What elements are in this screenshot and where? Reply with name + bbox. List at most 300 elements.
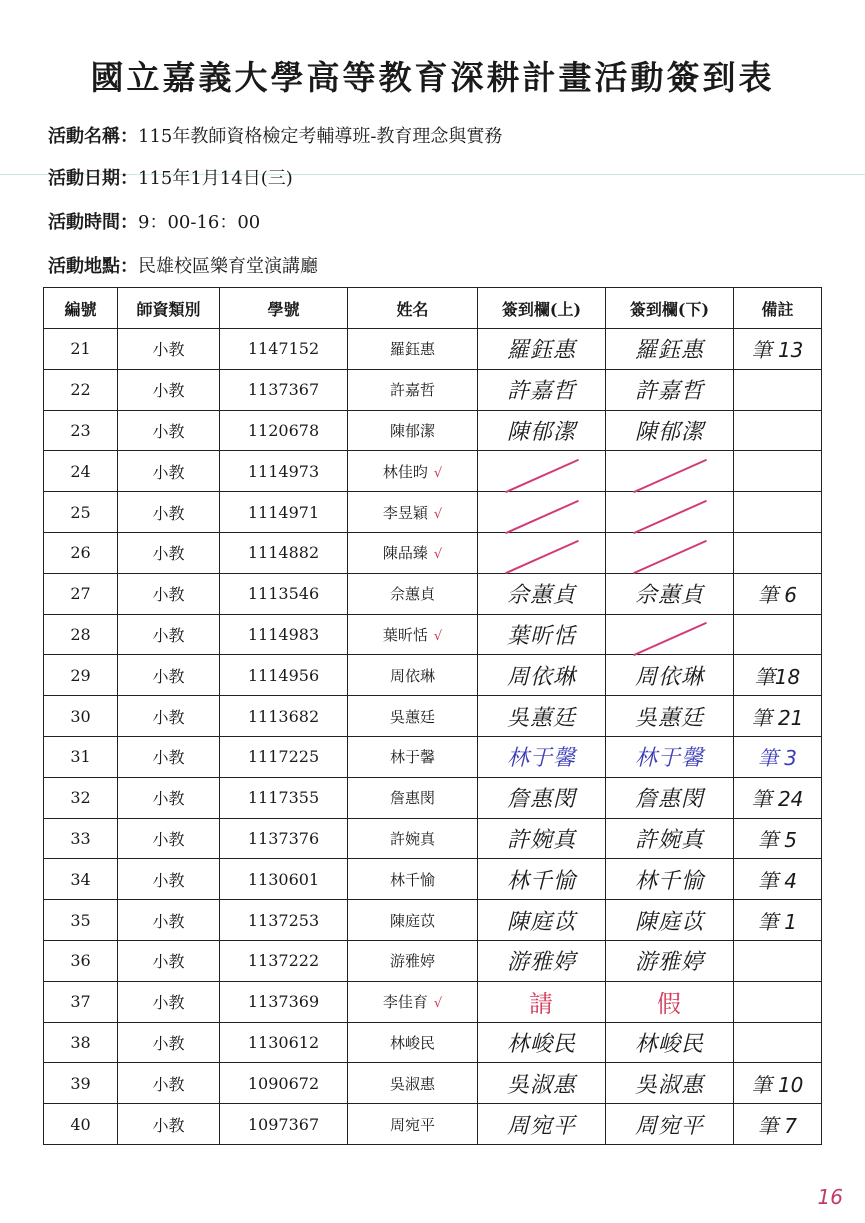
- cell-student-id-text: 1120678: [247, 420, 320, 440]
- cell-student-id-text: 1137367: [247, 380, 320, 400]
- activity-time-line: [48, 208, 260, 234]
- cell-sign-am: [478, 736, 606, 777]
- cell-name: [348, 818, 478, 859]
- handwritten-signature: 詹惠閔: [634, 787, 704, 813]
- cell-student-id-text: 1090672: [247, 1073, 320, 1093]
- cell-student-id: [220, 1063, 348, 1104]
- cell-student-id-text: 1147152: [247, 339, 320, 359]
- cell-category-text: 小教: [152, 462, 185, 482]
- cell-student-id-text: 1137376: [247, 828, 320, 848]
- cell-sign-am: [478, 369, 606, 410]
- handwritten-signature: 佘蕙貞: [506, 583, 576, 609]
- cell-name-text: 林千愉: [389, 870, 435, 889]
- cell-student-id: [220, 614, 348, 655]
- activity-time-label: 活動時間：: [48, 212, 138, 233]
- cell-sign-pm: [606, 940, 734, 981]
- cell-number-text: 27: [70, 584, 91, 604]
- cell-name: [348, 532, 478, 573]
- table-row: [44, 818, 822, 859]
- cell-name: [348, 777, 478, 818]
- cell-number-text: 26: [70, 543, 91, 563]
- cell-name-text: 許嘉哲: [389, 381, 435, 400]
- cell-sign-am: [478, 614, 606, 655]
- cell-category-text: 小教: [152, 870, 185, 890]
- cell-student-id-text: 1114956: [247, 665, 320, 685]
- cell-student-id: [220, 777, 348, 818]
- page-number: 16: [817, 1185, 843, 1209]
- sign-in-table: [43, 287, 822, 1145]
- cell-name-text: 詹惠閔: [389, 789, 435, 808]
- cell-category-text: 小教: [152, 666, 185, 686]
- handwritten-signature: 葉昕恬: [506, 623, 576, 649]
- activity-venue-label: 活動地點：: [48, 256, 138, 277]
- handwritten-signature: 周依琳: [634, 664, 704, 690]
- cell-number-text: 33: [70, 828, 91, 848]
- activity-name-value: 115年教師資格檢定考輔導班-教育理念與實務: [138, 126, 503, 147]
- check-mark: √: [433, 547, 443, 563]
- cell-sign-pm: [606, 369, 734, 410]
- cell-category: [118, 655, 220, 696]
- cell-sign-am: [478, 940, 606, 981]
- cell-sign-pm: [606, 818, 734, 859]
- handwritten-signature: 林峻民: [634, 1031, 704, 1057]
- cell-name: [348, 329, 478, 370]
- cell-sign-am: [478, 1022, 606, 1063]
- handwritten-signature: 許嘉哲: [634, 379, 704, 405]
- activity-date-value: 115年1月14日(三): [138, 168, 293, 189]
- cell-number: [44, 451, 118, 492]
- cell-sign-pm: [606, 777, 734, 818]
- cell-student-id: [220, 981, 348, 1022]
- header-category: 師資類別: [118, 288, 220, 329]
- cell-sign-am: [478, 818, 606, 859]
- cell-sign-am: [478, 900, 606, 941]
- table-row: [44, 696, 822, 737]
- absence-slash-mark: [505, 459, 579, 493]
- cell-student-id: [220, 573, 348, 614]
- cell-number: [44, 940, 118, 981]
- remark-note: 筆 6: [757, 583, 798, 608]
- cell-name-text: 陳品臻: [382, 544, 428, 563]
- cell-remarks: [734, 410, 822, 451]
- cell-sign-pm: [606, 329, 734, 370]
- cell-name: [348, 492, 478, 533]
- cell-student-id: [220, 329, 348, 370]
- cell-category: [118, 410, 220, 451]
- cell-name: [348, 1063, 478, 1104]
- table-row: [44, 1063, 822, 1104]
- cell-student-id: [220, 736, 348, 777]
- table-row: [44, 736, 822, 777]
- cell-name: [348, 614, 478, 655]
- cell-student-id-text: 1137253: [247, 910, 320, 930]
- cell-number: [44, 696, 118, 737]
- cell-name-text: 葉昕恬: [382, 625, 428, 644]
- cell-student-id: [220, 410, 348, 451]
- cell-name-text: 李昱穎: [382, 503, 428, 522]
- cell-number-text: 30: [70, 706, 91, 726]
- cell-category: [118, 900, 220, 941]
- remark-note: 筆18: [754, 664, 801, 689]
- cell-student-id-text: 1113682: [247, 706, 320, 726]
- cell-number: [44, 859, 118, 900]
- header-remarks: 備註: [734, 288, 822, 329]
- cell-number: [44, 532, 118, 573]
- cell-student-id: [220, 492, 348, 533]
- table-row: [44, 451, 822, 492]
- activity-venue-value: 民雄校區樂育堂演講廳: [138, 256, 318, 277]
- table-row: [44, 1022, 822, 1063]
- cell-student-id: [220, 1022, 348, 1063]
- remark-note: 筆 5: [757, 827, 798, 852]
- handwritten-signature: 羅鈺惠: [506, 338, 576, 364]
- cell-student-id-text: 1097367: [247, 1114, 320, 1134]
- cell-sign-am: [478, 981, 606, 1022]
- cell-category: [118, 818, 220, 859]
- cell-remarks: [734, 981, 822, 1022]
- cell-category: [118, 940, 220, 981]
- cell-sign-am: [478, 696, 606, 737]
- cell-sign-pm: [606, 492, 734, 533]
- cell-sign-pm: [606, 696, 734, 737]
- cell-number: [44, 1022, 118, 1063]
- handwritten-signature: 周依琳: [506, 664, 576, 690]
- cell-category: [118, 492, 220, 533]
- cell-student-id: [220, 655, 348, 696]
- table-row: [44, 1104, 822, 1145]
- cell-number: [44, 736, 118, 777]
- cell-student-id: [220, 900, 348, 941]
- remark-note: 筆 3: [757, 746, 798, 771]
- cell-remarks: [734, 492, 822, 533]
- handwritten-signature: 詹惠閔: [506, 787, 576, 813]
- handwritten-signature: 陳郁潔: [506, 419, 576, 445]
- cell-category: [118, 736, 220, 777]
- cell-category-text: 小教: [152, 544, 185, 564]
- cell-name-text: 陳郁潔: [389, 421, 435, 440]
- cell-sign-pm: [606, 410, 734, 451]
- cell-sign-pm: [606, 573, 734, 614]
- cell-number: [44, 900, 118, 941]
- cell-name: [348, 573, 478, 614]
- handwritten-signature: 吳淑惠: [506, 1072, 576, 1098]
- cell-number: [44, 329, 118, 370]
- cell-name-text: 佘蕙貞: [389, 585, 435, 604]
- cell-student-id-text: 1117225: [247, 747, 320, 767]
- cell-student-id: [220, 369, 348, 410]
- cell-category-text: 小教: [152, 952, 185, 972]
- handwritten-signature: 許嘉哲: [506, 379, 576, 405]
- cell-name: [348, 1104, 478, 1145]
- cell-category: [118, 329, 220, 370]
- cell-remarks: [734, 655, 822, 696]
- cell-sign-pm: [606, 614, 734, 655]
- cell-sign-pm: [606, 981, 734, 1022]
- check-mark: √: [433, 465, 443, 481]
- table-row: [44, 614, 822, 655]
- table-row: [44, 369, 822, 410]
- check-mark: √: [433, 996, 443, 1012]
- cell-category-text: 小教: [152, 585, 185, 605]
- header-student-id: 學號: [220, 288, 348, 329]
- cell-number-text: 22: [70, 380, 91, 400]
- table-row: [44, 329, 822, 370]
- cell-category: [118, 1104, 220, 1145]
- cell-sign-pm: [606, 736, 734, 777]
- remark-note: 筆 13: [751, 338, 804, 363]
- cell-student-id-text: 1113546: [247, 584, 320, 604]
- cell-student-id-text: 1130601: [247, 869, 320, 889]
- table-row: [44, 532, 822, 573]
- cell-student-id-text: 1114882: [247, 543, 320, 563]
- cell-sign-am: [478, 859, 606, 900]
- cell-number-text: 24: [70, 461, 91, 481]
- cell-category-text: 小教: [152, 1074, 185, 1094]
- cell-student-id-text: 1130612: [247, 1032, 320, 1052]
- cell-name: [348, 655, 478, 696]
- cell-sign-am: [478, 1063, 606, 1104]
- cell-number-text: 28: [70, 624, 91, 644]
- cell-name: [348, 369, 478, 410]
- cell-name-text: 吳淑惠: [389, 1074, 435, 1093]
- cell-category-text: 小教: [152, 625, 185, 645]
- cell-student-id: [220, 940, 348, 981]
- table-row: [44, 573, 822, 614]
- cell-remarks: [734, 329, 822, 370]
- cell-name-text: 林峻民: [389, 1033, 435, 1052]
- cell-name-text: 周依琳: [389, 666, 435, 685]
- cell-number-text: 21: [70, 339, 91, 359]
- cell-remarks: [734, 1063, 822, 1104]
- handwritten-signature: 許婉真: [506, 827, 576, 853]
- cell-category: [118, 451, 220, 492]
- cell-name: [348, 900, 478, 941]
- cell-name: [348, 696, 478, 737]
- check-mark: √: [433, 506, 443, 522]
- cell-name-text: 林佳昀: [382, 462, 428, 481]
- handwritten-signature: 林千愉: [506, 868, 576, 894]
- remark-note: 筆 7: [757, 1113, 798, 1138]
- cell-name: [348, 410, 478, 451]
- cell-number-text: 25: [70, 502, 91, 522]
- cell-category: [118, 1022, 220, 1063]
- table-header-row: [44, 288, 822, 329]
- cell-category: [118, 696, 220, 737]
- cell-category-text: 小教: [152, 789, 185, 809]
- activity-time-value: 9：00-16：00: [138, 212, 261, 233]
- cell-category-text: 小教: [152, 340, 185, 360]
- cell-remarks: [734, 451, 822, 492]
- cell-category: [118, 859, 220, 900]
- handwritten-signature: 林峻民: [506, 1031, 576, 1057]
- document-title: 國立嘉義大學高等教育深耕計畫活動簽到表: [90, 58, 775, 97]
- cell-remarks: [734, 900, 822, 941]
- cell-remarks: [734, 1022, 822, 1063]
- cell-category-text: 小教: [152, 381, 185, 401]
- cell-remarks: [734, 1104, 822, 1145]
- cell-number-text: 36: [70, 951, 91, 971]
- cell-number: [44, 369, 118, 410]
- cell-student-id: [220, 1104, 348, 1145]
- cell-student-id: [220, 818, 348, 859]
- cell-student-id-text: 1114973: [247, 461, 320, 481]
- cell-sign-am: [478, 410, 606, 451]
- cell-name-text: 周宛平: [389, 1115, 435, 1134]
- cell-number-text: 40: [70, 1114, 91, 1134]
- handwritten-signature: 羅鈺惠: [634, 338, 704, 364]
- handwritten-signature: 林于馨: [634, 746, 704, 772]
- handwritten-signature: 林千愉: [634, 868, 704, 894]
- cell-student-id-text: 1117355: [247, 788, 320, 808]
- absence-slash-mark: [505, 540, 579, 574]
- cell-sign-am: [478, 329, 606, 370]
- handwritten-signature: 游雅婷: [634, 950, 704, 976]
- cell-student-id: [220, 859, 348, 900]
- absence-slash-mark: [633, 540, 707, 574]
- cell-name: [348, 981, 478, 1022]
- cell-sign-pm: [606, 532, 734, 573]
- cell-name: [348, 736, 478, 777]
- cell-remarks: [734, 940, 822, 981]
- cell-category: [118, 369, 220, 410]
- table-row: [44, 492, 822, 533]
- cell-student-id: [220, 532, 348, 573]
- cell-number-text: 35: [70, 910, 91, 930]
- cell-category-text: 小教: [152, 829, 185, 849]
- cell-name-text: 李佳育: [382, 993, 428, 1012]
- cell-remarks: [734, 696, 822, 737]
- cell-remarks: [734, 532, 822, 573]
- handwritten-signature: 請: [529, 990, 554, 1019]
- cell-category: [118, 614, 220, 655]
- cell-category-text: 小教: [152, 707, 185, 727]
- activity-name-label: 活動名稱：: [48, 126, 138, 147]
- cell-number: [44, 1063, 118, 1104]
- cell-category: [118, 981, 220, 1022]
- cell-number: [44, 492, 118, 533]
- cell-sign-am: [478, 532, 606, 573]
- handwritten-signature: 陳庭苡: [634, 909, 704, 935]
- cell-category: [118, 573, 220, 614]
- cell-sign-pm: [606, 1063, 734, 1104]
- handwritten-signature: 吳蕙廷: [634, 705, 704, 731]
- cell-sign-pm: [606, 451, 734, 492]
- cell-remarks: [734, 818, 822, 859]
- cell-student-id: [220, 451, 348, 492]
- handwritten-signature: 許婉真: [634, 827, 704, 853]
- cell-name-text: 游雅婷: [389, 952, 435, 971]
- remark-note: 筆 24: [751, 787, 804, 812]
- activity-name-line: [48, 122, 502, 148]
- cell-number-text: 34: [70, 869, 91, 889]
- cell-number-text: 32: [70, 788, 91, 808]
- table-row: [44, 410, 822, 451]
- absence-slash-mark: [505, 499, 579, 533]
- cell-name-text: 林于馨: [389, 748, 435, 767]
- cell-category-text: 小教: [152, 993, 185, 1013]
- cell-sign-am: [478, 492, 606, 533]
- cell-number-text: 29: [70, 665, 91, 685]
- cell-category-text: 小教: [152, 1115, 185, 1135]
- cell-category: [118, 532, 220, 573]
- cell-number: [44, 573, 118, 614]
- cell-student-id-text: 1137369: [247, 992, 320, 1012]
- handwritten-signature: 游雅婷: [506, 950, 576, 976]
- table-row: [44, 940, 822, 981]
- cell-number: [44, 818, 118, 859]
- cell-number-text: 37: [70, 992, 91, 1012]
- cell-remarks: [734, 614, 822, 655]
- handwritten-signature: 佘蕙貞: [634, 583, 704, 609]
- remark-note: 筆 10: [751, 1072, 804, 1097]
- cell-number: [44, 981, 118, 1022]
- cell-remarks: [734, 573, 822, 614]
- cell-name: [348, 940, 478, 981]
- cell-sign-am: [478, 1104, 606, 1145]
- cell-sign-pm: [606, 655, 734, 696]
- check-mark: √: [433, 628, 443, 644]
- cell-sign-pm: [606, 1104, 734, 1145]
- cell-number-text: 38: [70, 1032, 91, 1052]
- cell-sign-am: [478, 777, 606, 818]
- cell-category-text: 小教: [152, 421, 185, 441]
- handwritten-signature: 吳淑惠: [634, 1072, 704, 1098]
- absence-slash-mark: [633, 499, 707, 533]
- handwritten-signature: 周宛平: [506, 1113, 576, 1139]
- cell-number: [44, 655, 118, 696]
- cell-number: [44, 1104, 118, 1145]
- remark-note: 筆 4: [757, 868, 798, 893]
- header-name: 姓名: [348, 288, 478, 329]
- cell-number-text: 31: [70, 747, 91, 767]
- cell-category-text: 小教: [152, 911, 185, 931]
- handwritten-signature: 林于馨: [506, 746, 576, 772]
- cell-number: [44, 614, 118, 655]
- cell-remarks: [734, 777, 822, 818]
- cell-number-text: 23: [70, 420, 91, 440]
- handwritten-signature: 假: [657, 990, 682, 1019]
- cell-remarks: [734, 859, 822, 900]
- table-row: [44, 655, 822, 696]
- header-sign-pm: 簽到欄(下): [606, 288, 734, 329]
- table-row: [44, 859, 822, 900]
- cell-student-id-text: 1137222: [247, 951, 320, 971]
- cell-sign-am: [478, 451, 606, 492]
- cell-category-text: 小教: [152, 748, 185, 768]
- absence-slash-mark: [633, 459, 707, 493]
- cell-number: [44, 410, 118, 451]
- cell-remarks: [734, 736, 822, 777]
- cell-number-text: 39: [70, 1073, 91, 1093]
- cell-number: [44, 777, 118, 818]
- cell-category: [118, 777, 220, 818]
- cell-name: [348, 859, 478, 900]
- activity-date-line: [48, 164, 293, 190]
- cell-name-text: 許婉真: [389, 829, 435, 848]
- table-row: [44, 900, 822, 941]
- cell-name-text: 羅鈺惠: [389, 340, 435, 359]
- cell-sign-pm: [606, 859, 734, 900]
- table-row: [44, 981, 822, 1022]
- handwritten-signature: 陳郁潔: [634, 419, 704, 445]
- absence-slash-mark: [633, 622, 707, 656]
- handwritten-signature: 周宛平: [634, 1113, 704, 1139]
- cell-category: [118, 1063, 220, 1104]
- cell-category-text: 小教: [152, 1033, 185, 1053]
- header-sign-am: 簽到欄(上): [478, 288, 606, 329]
- header-number: 編號: [44, 288, 118, 329]
- cell-name-text: 陳庭苡: [389, 911, 435, 930]
